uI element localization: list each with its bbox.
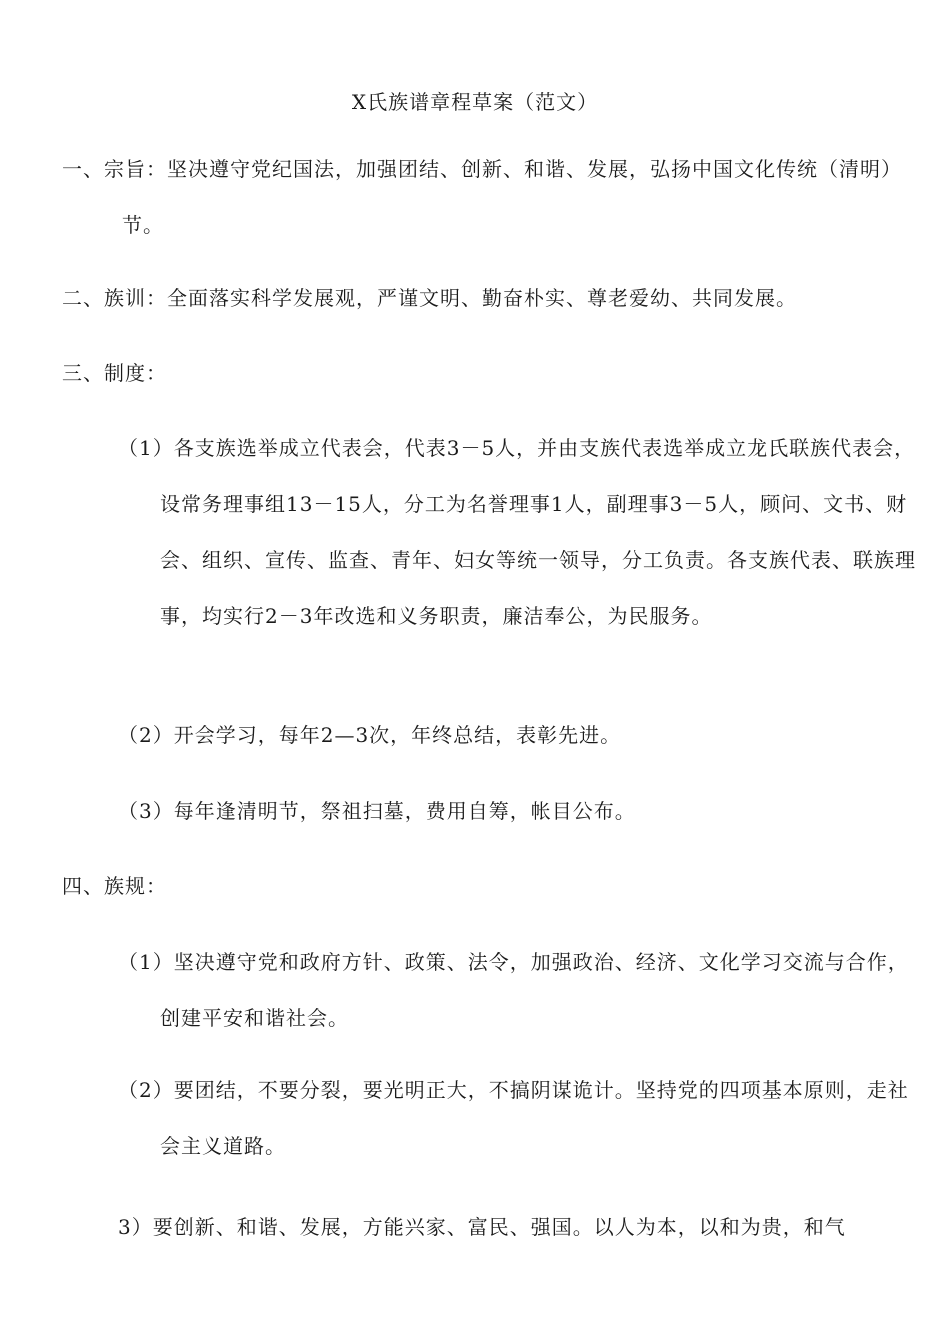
system-item-3: （3）每年逢清明节，祭祖扫墓，费用自筹，帐目公布。 bbox=[118, 799, 636, 823]
rules-item-1: （1）坚决遵守党和政府方针、政策、法令，加强政治、经济、文化学习交流与合作，创建平安和谐社会。 bbox=[118, 950, 909, 1030]
section-motto: 二、族训：全面落实科学发展观，严谨文明、勤奋朴实、尊老爱幼、共同发展。 bbox=[62, 286, 797, 310]
rules-item-3: 3）要创新、和谐、发展，方能兴家、富民、强国。以人为本，以和为贵，和气 bbox=[118, 1215, 846, 1239]
system-item-1: （1）各支族选举成立代表会，代表3－5人，并由支族代表选举成立龙氏联族代表会，设常务理事组13－15人，分工为名誉理事1人，副理事3－5人，顾问、文书、财会、组织、宣传、监查、青年、妇女等统一领导，分工负责。各支族代表、联族理事，均实行2－3年改选和义务职责，廉洁奉公，为民服务。 bbox=[118, 436, 916, 628]
document-title: X氏族谱章程草案（范文） bbox=[351, 90, 599, 114]
rules-item-2: （2）要团结，不要分裂，要光明正大，不搞阴谋诡计。坚持党的四项基本原则，走社会主义道路。 bbox=[118, 1078, 909, 1158]
section-rules-heading: 四、族规： bbox=[62, 874, 167, 898]
system-item-2: （2）开会学习，每年2—3次，年终总结，表彰先进。 bbox=[118, 723, 622, 747]
section-system-heading: 三、制度： bbox=[62, 361, 167, 385]
section-purpose: 一、宗旨：坚决遵守党纪国法，加强团结、创新、和谐、发展，弘扬中国文化传统（清明）节。 bbox=[62, 157, 902, 237]
